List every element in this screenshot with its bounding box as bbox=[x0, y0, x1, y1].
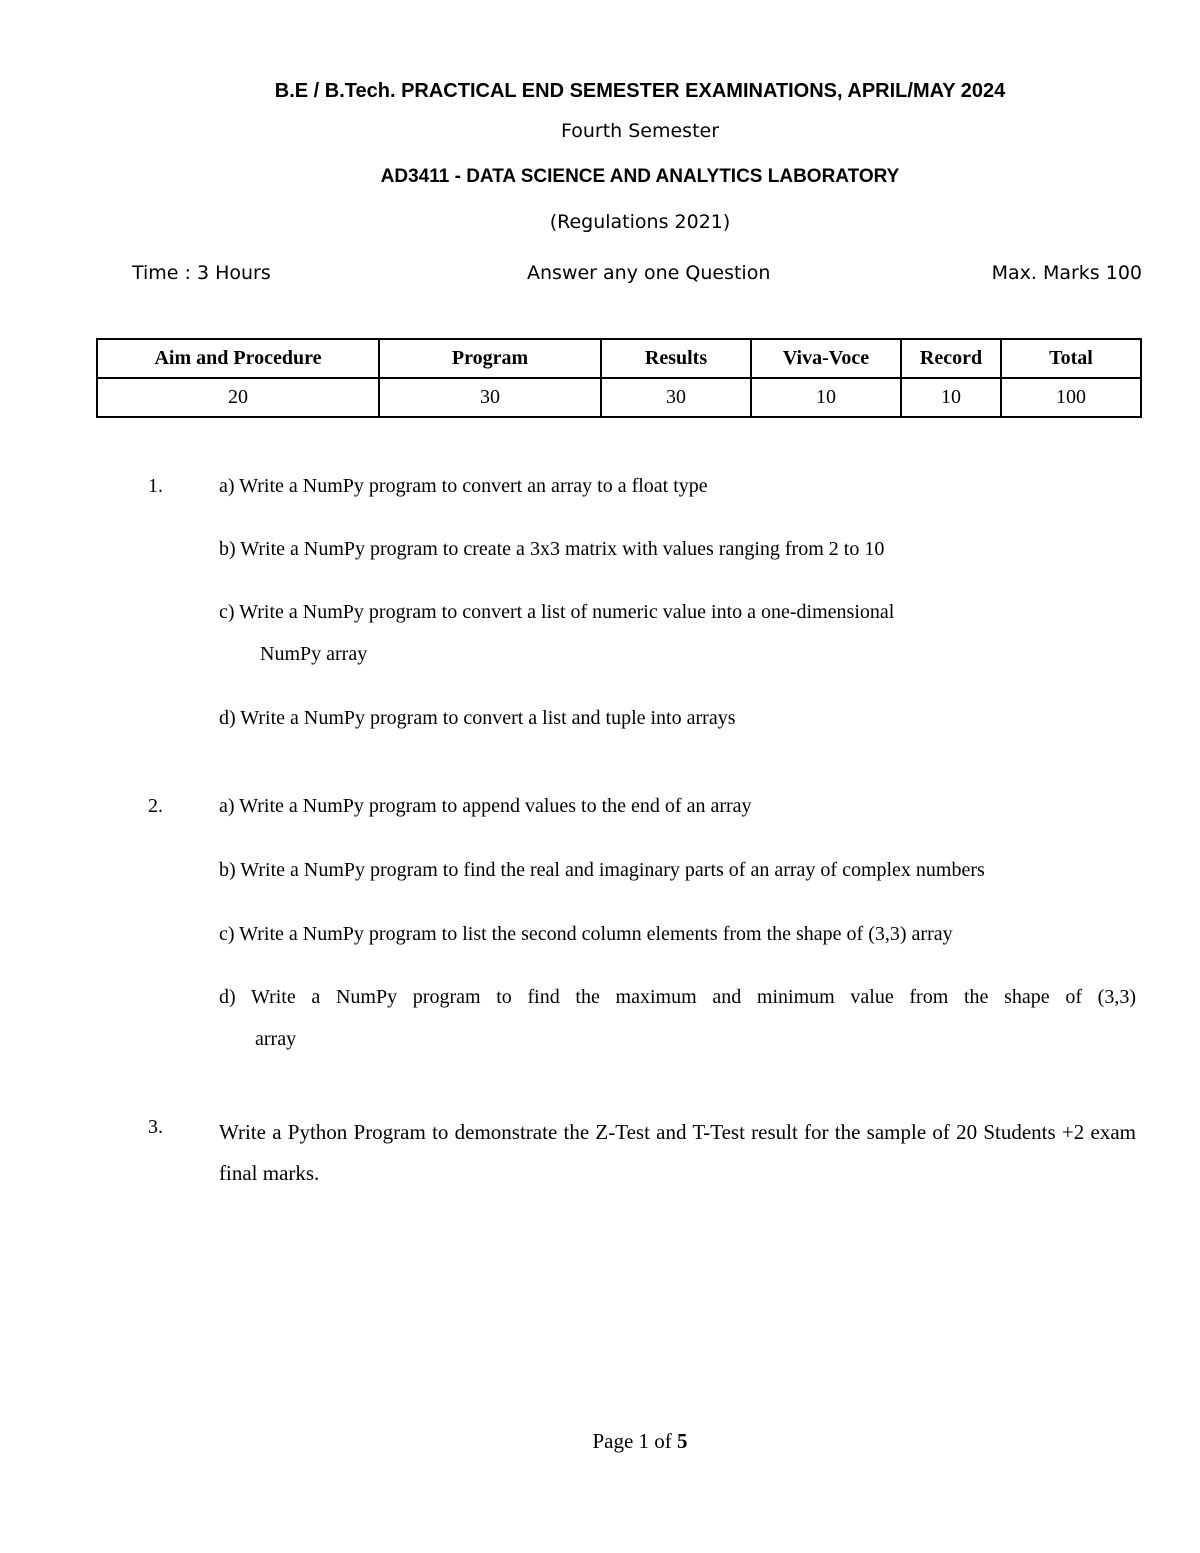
question-2d: d) Write a NumPy program to find the maximum and minimum value from the shape of (3,3) bbox=[219, 986, 1136, 1008]
table-cell: 10 bbox=[901, 378, 1001, 417]
page-number-total: 5 bbox=[677, 1429, 688, 1453]
table-cell: 30 bbox=[601, 378, 751, 417]
table-header-cell: Viva-Voce bbox=[751, 339, 901, 378]
question-1-number: 1. bbox=[148, 475, 163, 497]
page-number bbox=[0, 1429, 1200, 1454]
table-header-cell: Program bbox=[379, 339, 601, 378]
table-row bbox=[97, 378, 1141, 417]
subject-title: AD3411 - DATA SCIENCE AND ANALYTICS LABORATORY bbox=[380, 166, 900, 187]
page-number-prefix: Page 1 of bbox=[592, 1429, 678, 1453]
table-header-row bbox=[97, 339, 1141, 378]
exam-title: B.E / B.Tech. PRACTICAL END SEMESTER EXAMINATIONS, APRIL/MAY 2024 bbox=[274, 80, 1006, 102]
semester-label: Fourth Semester bbox=[560, 120, 720, 142]
table-header-cell: Results bbox=[601, 339, 751, 378]
table-cell: 100 bbox=[1001, 378, 1141, 417]
question-2b: b) Write a NumPy program to find the real and imaginary parts of an array of complex numbers bbox=[219, 859, 985, 881]
exam-duration: Time : 3 Hours bbox=[132, 262, 271, 284]
question-3-number: 3. bbox=[148, 1116, 163, 1138]
max-marks: Max. Marks 100 bbox=[991, 262, 1142, 284]
table-header-cell: Aim and Procedure bbox=[97, 339, 379, 378]
question-1d: d) Write a NumPy program to convert a list and tuple into arrays bbox=[219, 707, 736, 729]
question-3-text: Write a Python Program to demonstrate the Z-Test and T-Test result for the sample of 20 Students +2 exam final marks. bbox=[219, 1120, 1136, 1185]
answer-instruction: Answer any one Question bbox=[527, 262, 771, 284]
question-2-number: 2. bbox=[148, 795, 163, 817]
table-header-cell: Total bbox=[1001, 339, 1141, 378]
question-2a: a) Write a NumPy program to append values to the end of an array bbox=[219, 795, 752, 817]
question-1c: c) Write a NumPy program to convert a list of numeric value into a one-dimensional bbox=[219, 601, 895, 623]
table-cell: 30 bbox=[379, 378, 601, 417]
question-2c: c) Write a NumPy program to list the second column elements from the shape of (3,3) array bbox=[219, 923, 953, 945]
marks-distribution-table bbox=[96, 338, 1142, 418]
table-cell: 20 bbox=[97, 378, 379, 417]
question-1a: a) Write a NumPy program to convert an array to a float type bbox=[219, 475, 708, 497]
question-2d-continuation: array bbox=[255, 1028, 297, 1050]
table-header-cell: Record bbox=[901, 339, 1001, 378]
table-cell: 10 bbox=[751, 378, 901, 417]
regulations-label: (Regulations 2021) bbox=[549, 211, 731, 233]
question-1b: b) Write a NumPy program to create a 3x3 matrix with values ranging from 2 to 10 bbox=[219, 538, 885, 560]
question-1c-continuation: NumPy array bbox=[260, 643, 368, 665]
